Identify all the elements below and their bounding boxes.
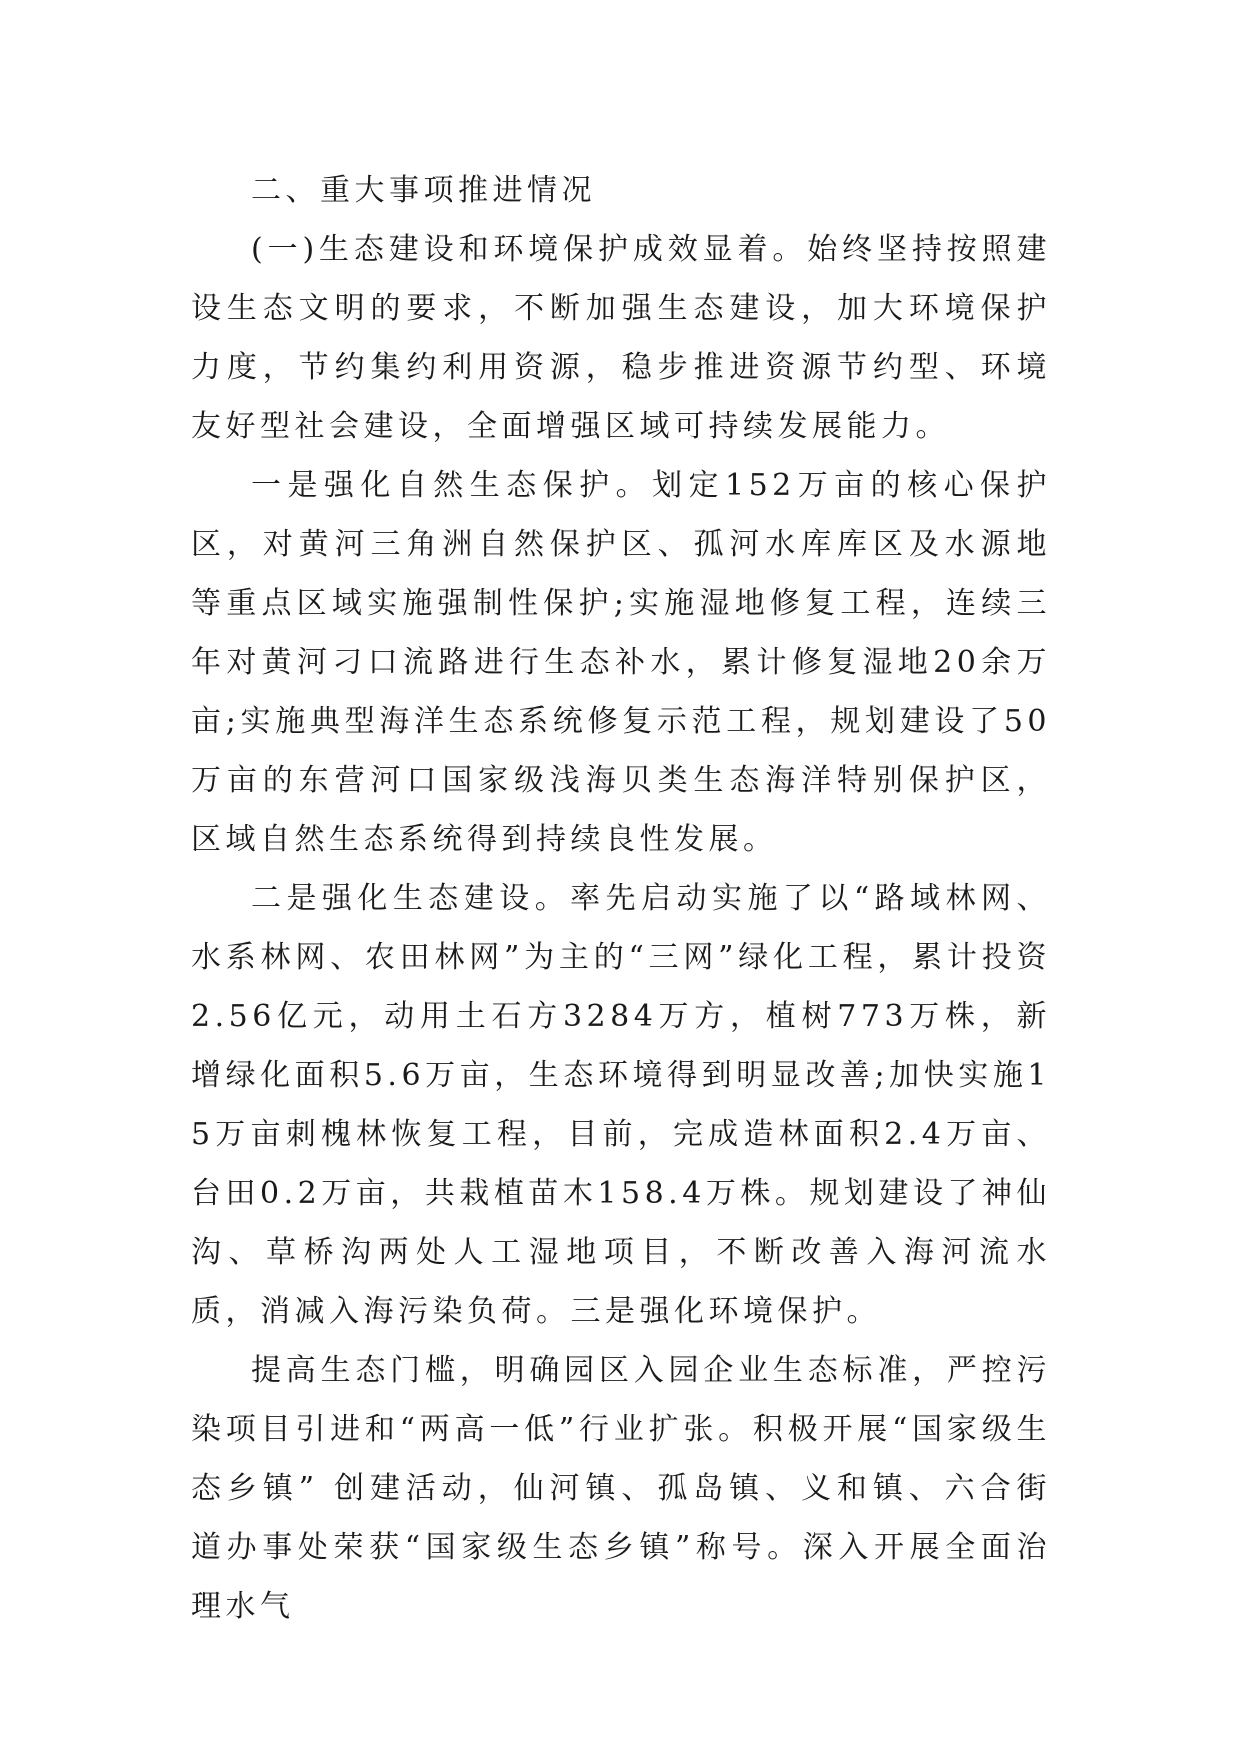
document-body (191, 161, 1051, 1636)
paragraph-ecological-construction: 二是强化生态建设。率先启动实施了以“路域林网、水系林网、农田林网”为主的“三网”绿化工程，累计投资2.56亿元，动用土石方3284万方，植树773万株，新增绿化面积5.6万亩，生态环境得到明显改善;加快实施15万亩刺槐林恢复工程，目前，完成造林面积2.4万亩、台田0.2万亩，共栽植苗木158.4万株。规划建设了神仙沟、草桥沟两处人工湿地项目，不断改善入海河流水质，消减入海污染负荷。三是强化环境保护。 (191, 881, 1051, 1329)
section-heading: 二、重大事项推进情况 (251, 173, 596, 208)
paragraph-natural-protection: 一是强化自然生态保护。划定152万亩的核心保护区，对黄河三角洲自然保护区、孤河水库库区及水源地等重点区域实施强制性保护;实施湿地修复工程，连续三年对黄河刁口流路进行生态补水，累计修复湿地20余万亩;实施典型海洋生态系统修复示范工程，规划建设了50万亩的东营河口国家级浅海贝类生态海洋特别保护区，区域自然生态系统得到持续良性发展。 (191, 468, 1051, 857)
paragraph-environmental-threshold: 提高生态门槛，明确园区入园企业生态标准，严控污染项目引进和“两高一低”行业扩张。积极开展“国家级生态乡镇” 创建活动，仙河镇、孤岛镇、义和镇、六合街道办事处荣获“国家级生态乡镇”称号。深入开展全面治理水气 (191, 1353, 1051, 1624)
paragraph-ecology-summary: (一)生态建设和环境保护成效显着。始终坚持按照建设生态文明的要求，不断加强生态建设，加大环境保护力度，节约集约利用资源，稳步推进资源节约型、环境友好型社会建设，全面增强区域可持续发展能力。 (191, 232, 1051, 444)
